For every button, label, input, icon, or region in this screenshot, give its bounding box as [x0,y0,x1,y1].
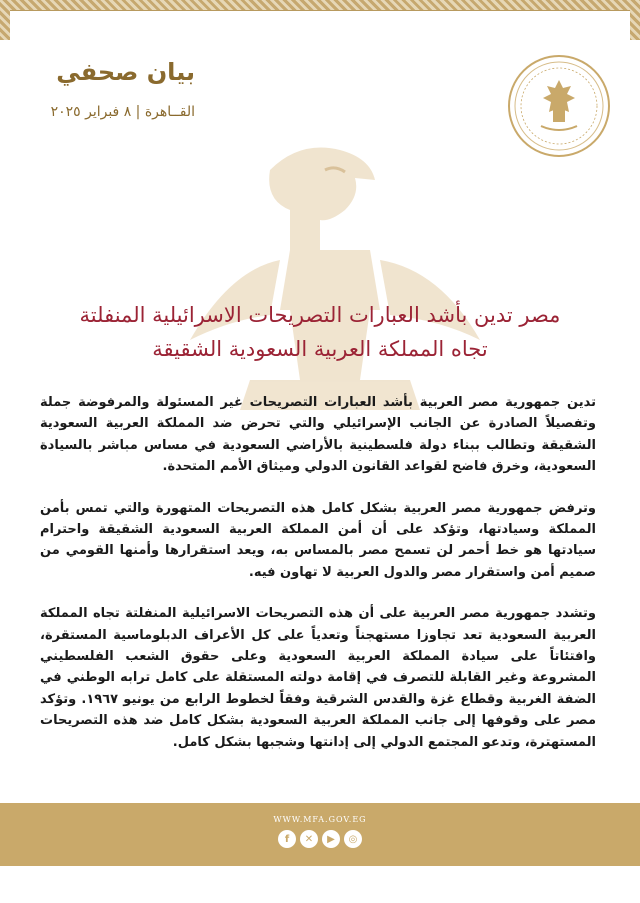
social-links [0,830,640,848]
headline-line-2: تجاه المملكة العربية السعودية الشقيقة [152,337,488,361]
top-decorative-border [0,0,640,40]
paragraph-3: وتشدد جمهورية مصر العربية على أن هذه التصريحات الاسرائيلية المنفلتة تجاه المملكة العربية السعودية تعد تجاوزا مستهجناً وتعدياً على كل الأعراف الدبلوماسية المستقرة، وافتئاتاً على سيادة المملكة العربية السعودية وعلى حقوق الشعب الفلسطيني المشروعة وغير القابلة للتصرف في إقامة دولته المستقلة على كامل ترابه الوطني في الضفة الغربية وقطاع غزة والقدس الشرقية وفقاً لخطوط الرابع من يونيو ١٩٦٧. وتؤكد مصر على وقوفها إلى جانب المملكة العربية السعودية بشكل كامل ضد هذه التصريحات المستهترة، وتدعو المجتمع الدولي إلى إدانتها وشجبها بشكل كامل. [40,606,596,750]
paragraph-2: وترفض جمهورية مصر العربية بشكل كامل هذه التصريحات المتهورة والتي تمس بأمن المملكة وسيادتها، وتؤكد على أن أمن المملكة العربية السعودية الشقيقة واحترام سيادتها هو خط أحمر لن تسمح مصر بالمساس به، ويعد استقرارها وأمنها القومي من صميم أمن واستقرار مصر والدول العربية لا تهاون فيه. [40,500,596,580]
document-type-title: بيان صحفي [56,58,195,86]
youtube-icon[interactable]: ▶ [322,830,340,848]
eagle-watermark-icon [170,140,500,420]
headline-line-1: مصر تدين بأشد العبارات التصريحات الاسرائيلية المنفلتة [79,303,561,327]
x-icon[interactable]: ✕ [300,830,318,848]
paragraph-1: تدين جمهورية مصر العربية بأشد العبارات التصريحات غير المسئولة والمرفوضة جملة وتفصيلاً الصادرة عن الجانب الإسرائيلي والتي تحرض ضد المملكة العربية السعودية الشقيقة وتطالب ببناء دولة فلسطينية بالأراضي السعودية في مساس مباشر بالسيادة السعودية، وخرق فاضح لقواعد القانون الدولي وميثاق الأمم المتحدة. [40,395,596,475]
facebook-icon[interactable]: f [278,830,296,848]
instagram-icon[interactable]: ◎ [344,830,362,848]
headline [40,298,600,366]
website-url[interactable]: WWW.MFA.GOV.EG [273,815,367,824]
statement-body [40,392,596,773]
dateline: القــاهرة | ٨ فبراير ٢٠٢٥ [50,104,195,120]
ministry-seal-icon [505,52,613,160]
bottom-margin [0,866,640,903]
